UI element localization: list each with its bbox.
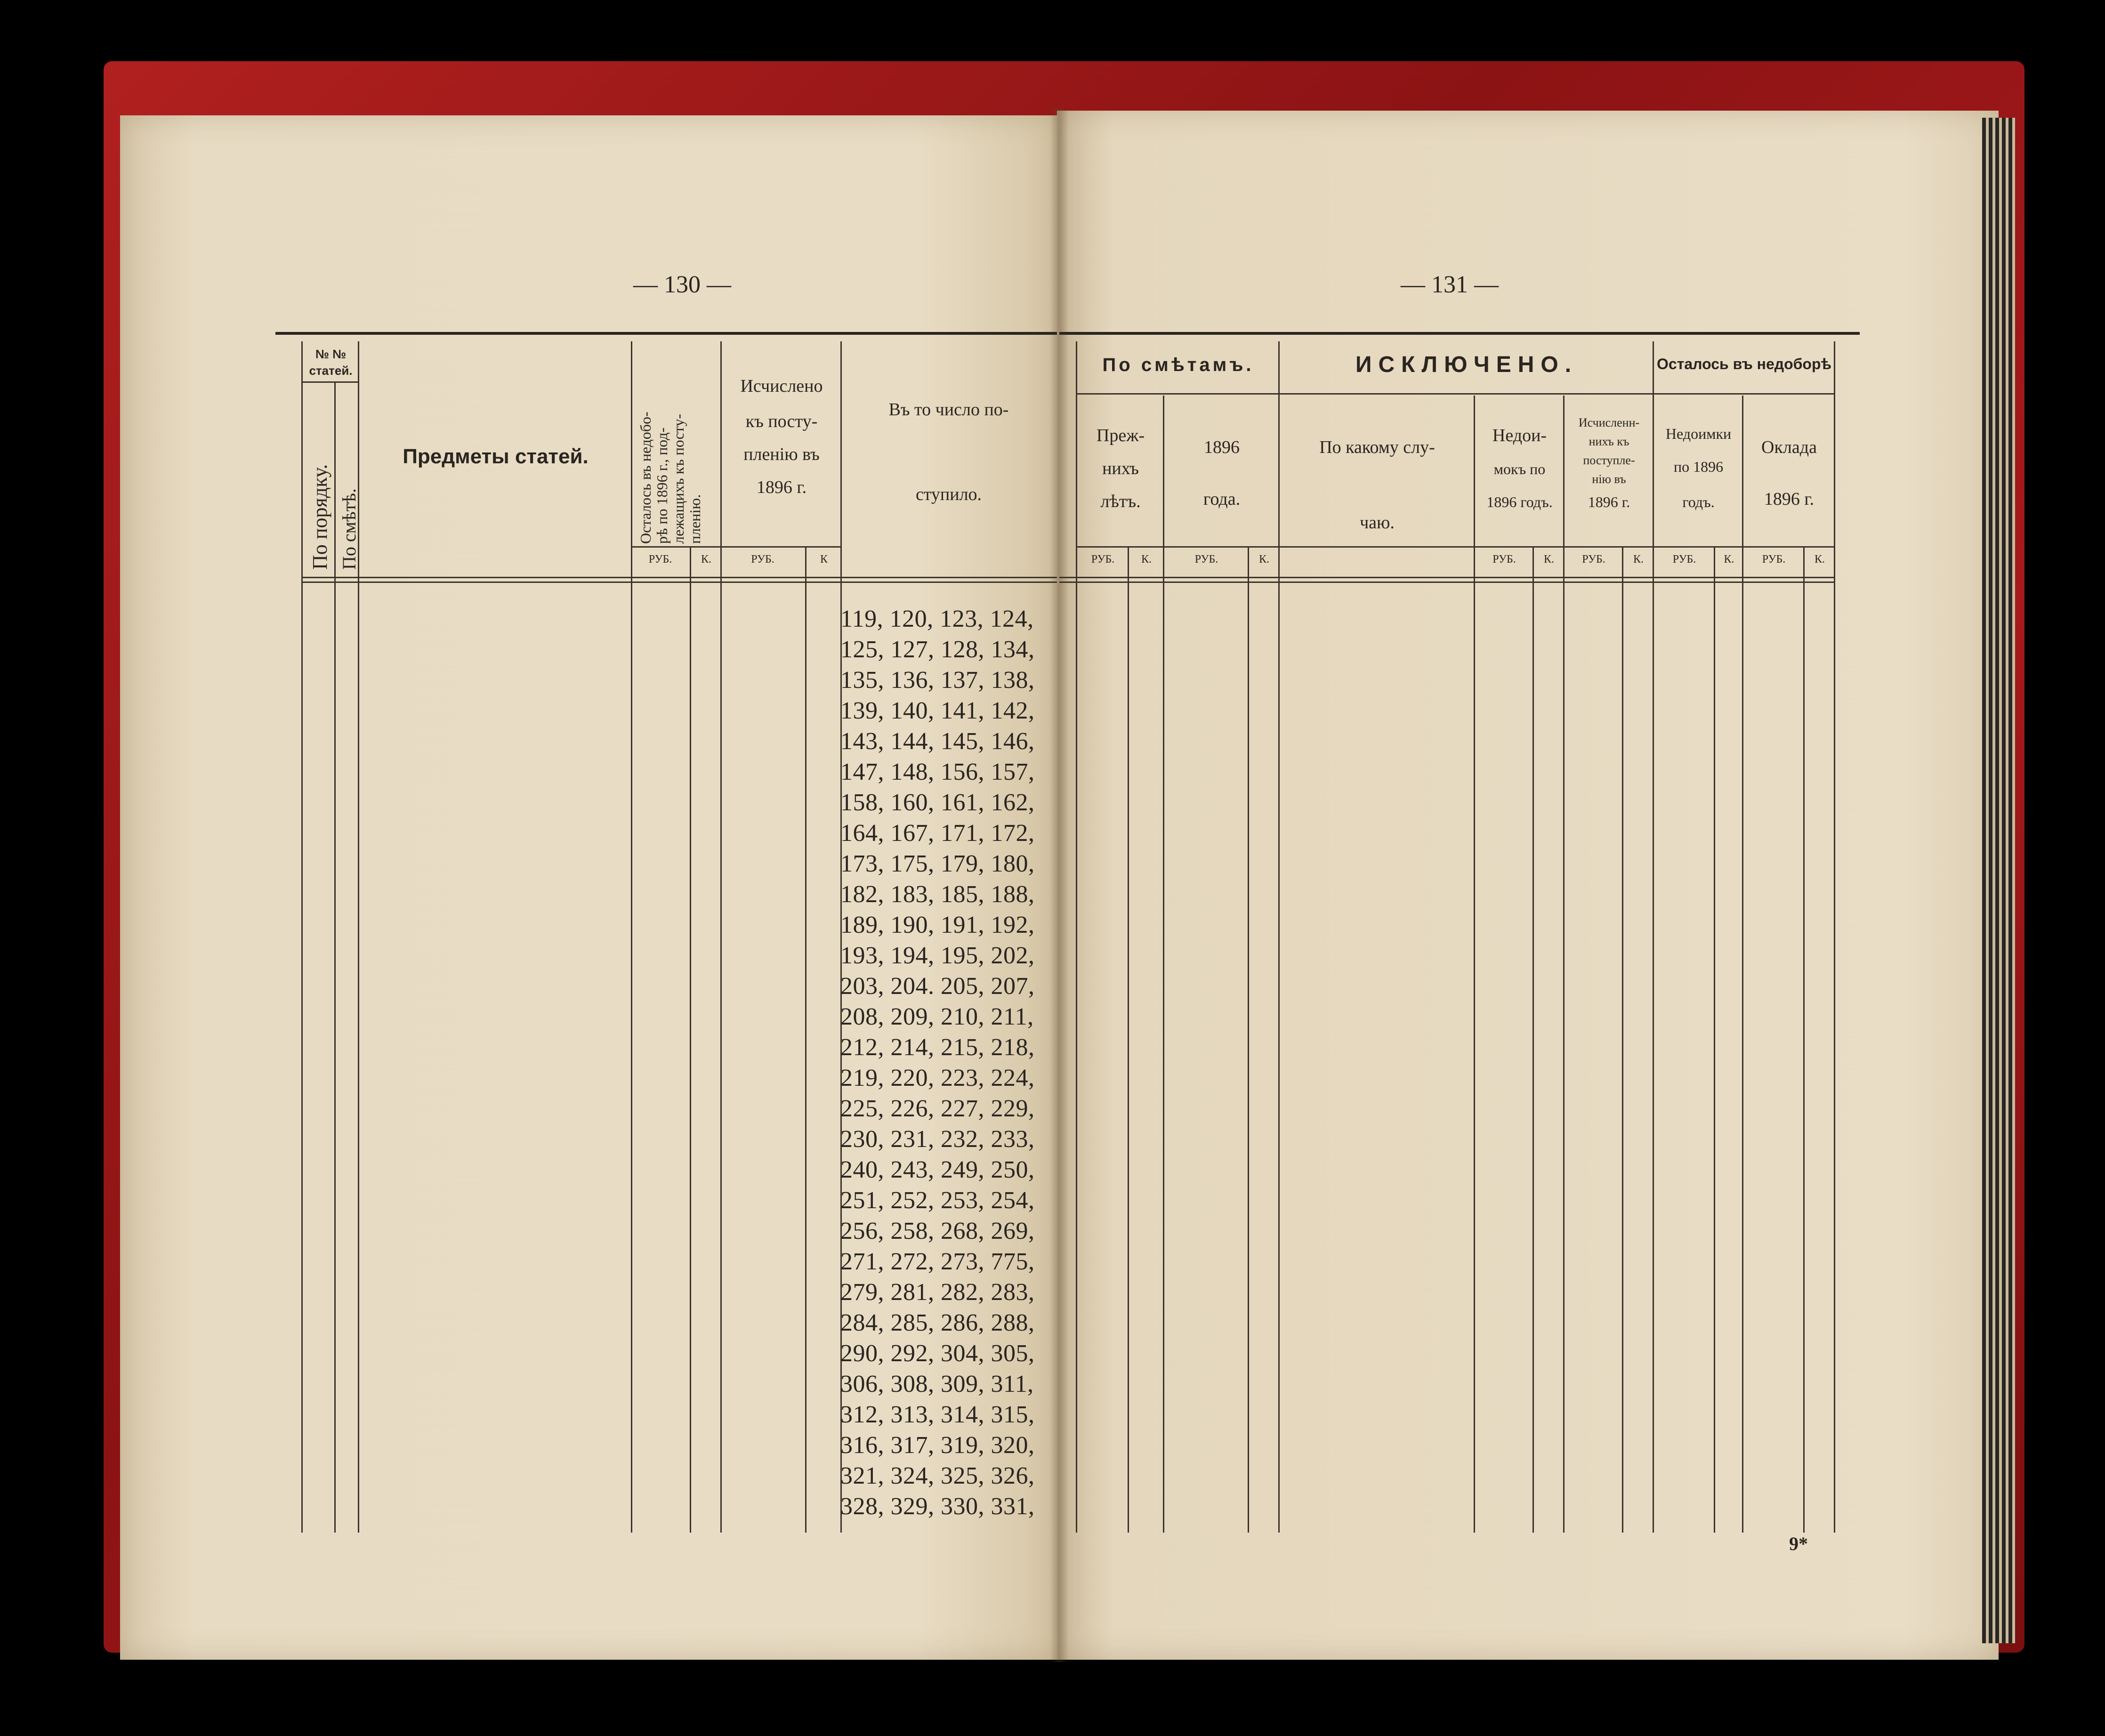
header-ischisleno: 1896 г. [756,477,807,497]
number-row: 240, 243, 249, 250, [840,1156,1035,1183]
number-row: 158, 160, 161, 162, [840,789,1035,816]
number-row: 328, 329, 330, 331, [840,1493,1035,1520]
header-v-to-chislo: Въ то число по- [888,400,1009,420]
unit-label: К. [1814,553,1825,565]
page-edges [1982,118,2015,1643]
left-vline [805,546,807,1533]
header-ostalos-line: пленію. [686,494,703,544]
left-hline [301,381,358,383]
header-nedoimki: годъ. [1682,493,1715,510]
right-vline [1653,341,1654,1533]
header-po-poryadku: По порядку. [308,464,331,570]
header-prezhnikh: лѣтъ. [1100,492,1141,511]
right-vline [1474,396,1475,1533]
unit-label: РУБ. [1582,553,1605,565]
right-vline [1834,341,1835,1533]
header-ischislennykh: поступле- [1583,453,1635,467]
header-oklada: Оклада [1761,437,1817,457]
header-statey: статей. [309,363,353,378]
header-po-kakomu: По какому слу- [1319,437,1435,457]
right-vline [1563,396,1565,1533]
number-row: 147, 148, 156, 157, [840,759,1035,785]
header-nedoimok: 1896 годъ. [1486,493,1553,510]
number-row: 208, 209, 210, 211, [840,1003,1034,1030]
right-page [1057,111,1999,1660]
right-hline [1059,577,1834,578]
number-row: 139, 140, 141, 142, [840,697,1035,724]
number-row: 203, 204. 205, 207, [840,973,1035,1000]
header-ischisleno: Исчислено [740,376,823,396]
left-top-rule [275,332,1057,335]
right-vline [1128,546,1129,1533]
number-row: 193, 194, 195, 202, [840,942,1035,969]
header-nedoimki: по 1896 [1673,458,1724,475]
right-vline [1714,546,1715,1533]
unit-label: К. [1633,553,1644,565]
right-vline [1742,396,1743,1533]
right-page-number: — 131 — [1401,271,1499,298]
unit-label: РУБ. [1672,553,1696,565]
unit-label: К. [701,553,711,565]
number-row: 251, 252, 253, 254, [840,1187,1035,1214]
left-page-number: — 130 — [633,271,731,298]
header-1896-goda: 1896 [1204,437,1240,457]
header-nn: № № [315,347,347,361]
number-row: 256, 258, 268, 269, [840,1218,1035,1244]
left-vline [690,546,691,1533]
right-vline [1803,546,1805,1533]
header-predmety: Предметы статей. [403,445,589,468]
header-oklada: 1896 г. [1764,489,1815,509]
unit-label: К. [1141,553,1152,565]
number-row: 182, 183, 185, 188, [840,881,1035,908]
number-row: 173, 175, 179, 180, [840,850,1035,877]
header-prezhnikh: нихъ [1102,459,1139,478]
right-vline [1248,546,1249,1533]
number-row: 316, 317, 319, 320, [840,1432,1035,1459]
left-hline [631,546,840,548]
right-vline [1076,341,1077,1533]
unit-label: К. [1724,553,1734,565]
header-isklyucheno: ИСКЛЮЧЕНО. [1355,352,1578,377]
number-row: 125, 127, 128, 134, [840,636,1035,663]
unit-label: К [820,553,828,565]
header-po-smetam: По смѣтамъ. [1102,355,1254,375]
number-row: 271, 272, 273, 775, [840,1248,1035,1275]
number-row: 143, 144, 145, 146, [840,728,1035,755]
number-row: 164, 167, 171, 172, [840,820,1035,847]
header-ischislennykh: нихъ къ [1589,435,1629,448]
unit-label: РУБ. [1762,553,1786,565]
unit-label: РУБ. [648,553,672,565]
header-ischislennykh: нію въ [1592,472,1626,486]
left-vline [301,341,303,1533]
number-row: 279, 281, 282, 283, [840,1279,1035,1306]
number-row: 306, 308, 309, 311, [840,1371,1034,1397]
right-vline [1163,396,1164,1533]
header-po-smete: По смѣтѣ. [339,488,360,570]
number-row: 284, 285, 286, 288, [840,1309,1035,1336]
header-ischisleno: къ посту- [745,412,818,431]
header-ischislennykh: 1896 г. [1588,493,1630,510]
number-row: 189, 190, 191, 192, [840,912,1035,938]
header-po-kakomu: чаю. [1360,513,1395,533]
right-hline [1076,546,1834,548]
right-vline [1622,546,1623,1533]
number-row: 290, 292, 304, 305, [840,1340,1035,1367]
number-row: 135, 136, 137, 138, [840,667,1035,694]
header-nedoimok: Недои- [1492,426,1547,445]
header-prezhnikh: Преж- [1096,426,1145,445]
right-hline [1059,581,1834,583]
left-hline [301,581,1057,583]
right-vline [1532,546,1534,1533]
left-vline [334,381,336,1533]
header-ostalos-line: лежащихъ къ посту- [670,413,687,544]
left-hline [301,577,1057,578]
header-1896-goda: года. [1203,489,1241,509]
left-vline [720,341,722,1533]
unit-label: РУБ. [751,553,774,565]
unit-label: РУБ. [1492,553,1516,565]
number-row: 119, 120, 123, 124, [840,606,1034,632]
left-vline [631,341,632,1533]
header-v-to-chislo: ступило. [915,484,982,504]
number-row: 219, 220, 223, 224, [840,1065,1035,1091]
number-row: 230, 231, 232, 233, [840,1126,1035,1153]
right-top-rule [1059,332,1860,335]
right-vline [1278,341,1280,1533]
unit-label: РУБ. [1091,553,1115,565]
unit-label: К. [1258,553,1269,565]
unit-label: РУБ. [1194,553,1218,565]
unit-label: К. [1543,553,1554,565]
number-row: 312, 313, 314, 315, [840,1401,1035,1428]
number-row: 212, 214, 215, 218, [840,1034,1035,1061]
header-ostalos-nedobore: Осталось въ недоборѣ [1657,355,1831,372]
number-row: 321, 324, 325, 326, [840,1462,1035,1489]
header-nedoimki: Недоимки [1665,425,1732,442]
signature-mark: 9* [1789,1533,1808,1554]
header-ostalos-line: рѣ по 1896 г., под- [653,427,670,544]
header-ischislennykh: Исчисленн- [1578,416,1640,429]
right-hline [1076,393,1834,395]
number-row: 225, 226, 227, 229, [840,1095,1035,1122]
header-ostalos-line: Осталось въ недобо- [637,412,654,544]
header-ischisleno: пленію въ [743,444,820,464]
header-nedoimok: мокъ по [1493,460,1546,477]
